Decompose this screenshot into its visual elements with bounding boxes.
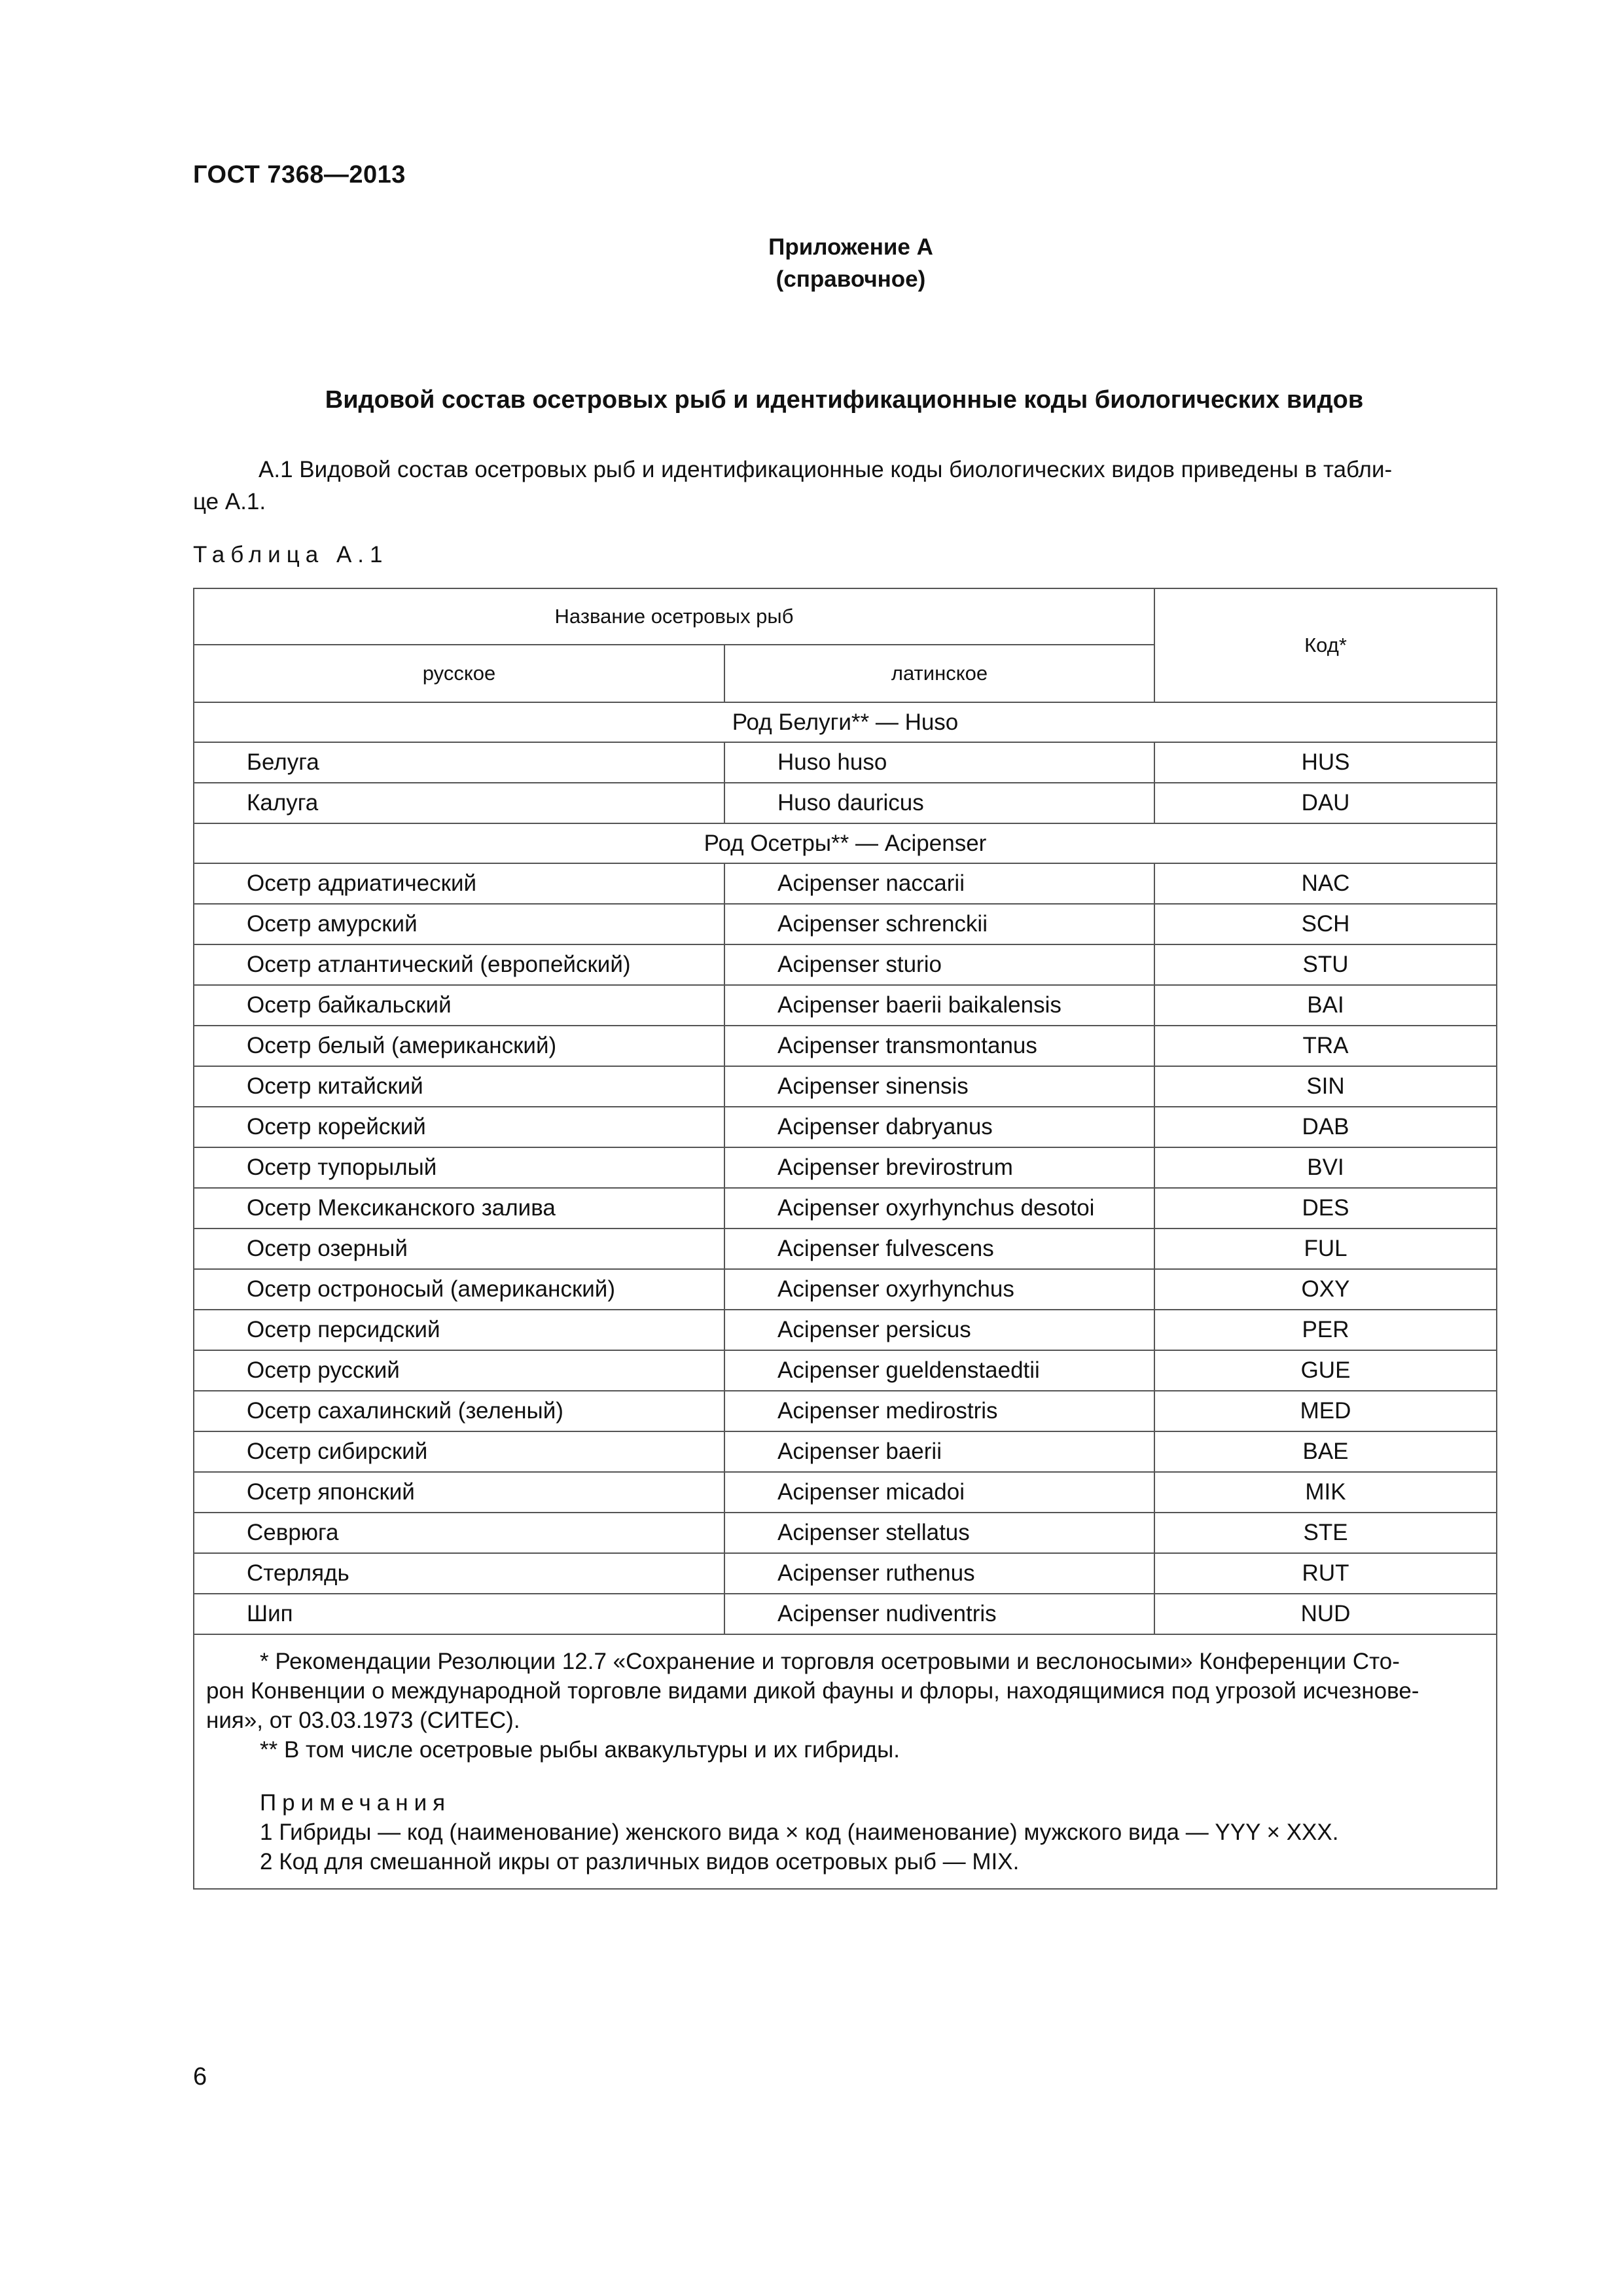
latin-name-cell: Huso huso xyxy=(724,742,1154,783)
code-cell: OXY xyxy=(1154,1269,1497,1310)
russian-name-cell: Калуга xyxy=(194,783,724,823)
species-table xyxy=(193,588,1497,1890)
code-cell: SIN xyxy=(1154,1066,1497,1107)
russian-name-cell: Стерлядь xyxy=(194,1553,724,1594)
table-row xyxy=(194,944,1497,985)
russian-name-cell: Осетр остроносый (американский) xyxy=(194,1269,724,1310)
latin-name-cell: Acipenser sinensis xyxy=(724,1066,1154,1107)
russian-name-cell: Осетр адриатический xyxy=(194,863,724,904)
table-row xyxy=(194,1391,1497,1431)
notes-title: Примечания xyxy=(260,1790,452,1816)
table-caption: Таблица А.1 xyxy=(193,542,389,567)
latin-name-cell: Acipenser transmontanus xyxy=(724,1026,1154,1066)
latin-name-cell: Acipenser oxyrhynchus xyxy=(724,1269,1154,1310)
table-row xyxy=(194,1553,1497,1594)
header-code: Код* xyxy=(1154,588,1497,702)
latin-name-cell: Acipenser baerii xyxy=(724,1431,1154,1472)
code-cell: DAB xyxy=(1154,1107,1497,1147)
table-row xyxy=(194,1147,1497,1188)
latin-name-cell: Acipenser sturio xyxy=(724,944,1154,985)
table-row xyxy=(194,1229,1497,1269)
genus-row xyxy=(194,823,1497,863)
appendix-title: Приложение А xyxy=(768,234,933,260)
russian-name-cell: Осетр тупорылый xyxy=(194,1147,724,1188)
russian-name-cell: Осетр русский xyxy=(194,1350,724,1391)
notes-spacer xyxy=(206,1765,1484,1788)
table-row xyxy=(194,863,1497,904)
table-row xyxy=(194,1026,1497,1066)
footnote-1-line-3: ния», от 03.03.1973 (СИТЕС). xyxy=(206,1708,520,1733)
latin-name-cell: Huso dauricus xyxy=(724,783,1154,823)
latin-name-cell: Acipenser fulvescens xyxy=(724,1229,1154,1269)
russian-name-cell: Осетр корейский xyxy=(194,1107,724,1147)
table-row xyxy=(194,1594,1497,1634)
latin-name-cell: Acipenser oxyrhynchus desotoi xyxy=(724,1188,1154,1229)
footnote-1-line-2: рон Конвенции о международной торговле видами дикой фауны и флоры, находящимися под угрозой исчезнове- xyxy=(206,1678,1419,1704)
russian-name-cell: Осетр белый (американский) xyxy=(194,1026,724,1066)
code-cell: DAU xyxy=(1154,783,1497,823)
latin-name-cell: Acipenser brevirostrum xyxy=(724,1147,1154,1188)
table-row xyxy=(194,1472,1497,1513)
code-cell: PER xyxy=(1154,1310,1497,1350)
latin-name-cell: Acipenser micadoi xyxy=(724,1472,1154,1513)
russian-name-cell: Шип xyxy=(194,1594,724,1634)
intro-line-2: це А.1. xyxy=(193,489,266,514)
russian-name-cell: Осетр сахалинский (зеленый) xyxy=(194,1391,724,1431)
note-2: 2 Код для смешанной икры от различных видов осетровых рыб — MIX. xyxy=(260,1849,1020,1874)
russian-name-cell: Осетр амурский xyxy=(194,904,724,944)
page-number: 6 xyxy=(193,2063,207,2090)
russian-name-cell: Севрюга xyxy=(194,1513,724,1553)
code-cell: STE xyxy=(1154,1513,1497,1553)
note-1: 1 Гибриды — код (наименование) женского вида × код (наименование) мужского вида — YYY × XXX. xyxy=(260,1820,1339,1845)
table-row xyxy=(194,1066,1497,1107)
russian-name-cell: Осетр Мексиканского залива xyxy=(194,1188,724,1229)
russian-name-cell: Осетр персидский xyxy=(194,1310,724,1350)
table-row xyxy=(194,1188,1497,1229)
section-title: Видовой состав осетровых рыб и идентификационные коды биологических видов xyxy=(325,386,1364,414)
document-standard-number: ГОСТ 7368—2013 xyxy=(193,161,406,188)
latin-name-cell: Acipenser stellatus xyxy=(724,1513,1154,1553)
header-latin: латинское xyxy=(724,645,1154,702)
code-cell: DES xyxy=(1154,1188,1497,1229)
header-russian: русское xyxy=(194,645,724,702)
table-row xyxy=(194,1107,1497,1147)
latin-name-cell: Acipenser nudiventris xyxy=(724,1594,1154,1634)
code-cell: NAC xyxy=(1154,863,1497,904)
code-cell: BVI xyxy=(1154,1147,1497,1188)
code-cell: NUD xyxy=(1154,1594,1497,1634)
code-cell: HUS xyxy=(1154,742,1497,783)
table-row xyxy=(194,1269,1497,1310)
russian-name-cell: Осетр байкальский xyxy=(194,985,724,1026)
table-row xyxy=(194,783,1497,823)
russian-name-cell: Осетр японский xyxy=(194,1472,724,1513)
appendix-subtitle: (справочное) xyxy=(776,266,926,292)
intro-line-1: А.1 Видовой состав осетровых рыб и идентификационные коды биологических видов приведены в табли- xyxy=(259,457,1393,482)
intro-paragraph xyxy=(193,454,1495,518)
table-row xyxy=(194,985,1497,1026)
russian-name-cell: Осетр китайский xyxy=(194,1066,724,1107)
code-cell: FUL xyxy=(1154,1229,1497,1269)
table-row xyxy=(194,1513,1497,1553)
code-cell: RUT xyxy=(1154,1553,1497,1594)
russian-name-cell: Осетр озерный xyxy=(194,1229,724,1269)
code-cell: BAI xyxy=(1154,985,1497,1026)
genus-row xyxy=(194,702,1497,742)
table-row xyxy=(194,742,1497,783)
russian-name-cell: Осетр сибирский xyxy=(194,1431,724,1472)
appendix-heading xyxy=(654,231,1047,295)
russian-name-cell: Осетр атлантический (европейский) xyxy=(194,944,724,985)
header-name-group: Название осетровых рыб xyxy=(194,588,1154,645)
russian-name-cell: Белуга xyxy=(194,742,724,783)
code-cell: STU xyxy=(1154,944,1497,985)
table-footnotes xyxy=(194,1634,1497,1889)
latin-name-cell: Acipenser persicus xyxy=(724,1310,1154,1350)
footnote-1-line-1: * Рекомендации Резолюции 12.7 «Сохранение и торговля осетровыми и веслоносыми» Конференции Сто- xyxy=(260,1649,1400,1674)
latin-name-cell: Acipenser ruthenus xyxy=(724,1553,1154,1594)
table-row xyxy=(194,1310,1497,1350)
latin-name-cell: Acipenser dabryanus xyxy=(724,1107,1154,1147)
genus-title: Род Осетры** — Acipenser xyxy=(194,823,1497,863)
code-cell: GUE xyxy=(1154,1350,1497,1391)
table-row xyxy=(194,1431,1497,1472)
latin-name-cell: Acipenser gueldenstaedtii xyxy=(724,1350,1154,1391)
table-row xyxy=(194,1350,1497,1391)
footnote-2: ** В том числе осетровые рыбы аквакультуры и их гибриды. xyxy=(260,1737,900,1763)
table-body xyxy=(194,702,1497,1634)
latin-name-cell: Acipenser baerii baikalensis xyxy=(724,985,1154,1026)
code-cell: BAE xyxy=(1154,1431,1497,1472)
code-cell: MED xyxy=(1154,1391,1497,1431)
code-cell: SCH xyxy=(1154,904,1497,944)
genus-title: Род Белуги** — Huso xyxy=(194,702,1497,742)
code-cell: MIK xyxy=(1154,1472,1497,1513)
latin-name-cell: Acipenser schrenckii xyxy=(724,904,1154,944)
table-row xyxy=(194,904,1497,944)
latin-name-cell: Acipenser naccarii xyxy=(724,863,1154,904)
latin-name-cell: Acipenser medirostris xyxy=(724,1391,1154,1431)
code-cell: TRA xyxy=(1154,1026,1497,1066)
